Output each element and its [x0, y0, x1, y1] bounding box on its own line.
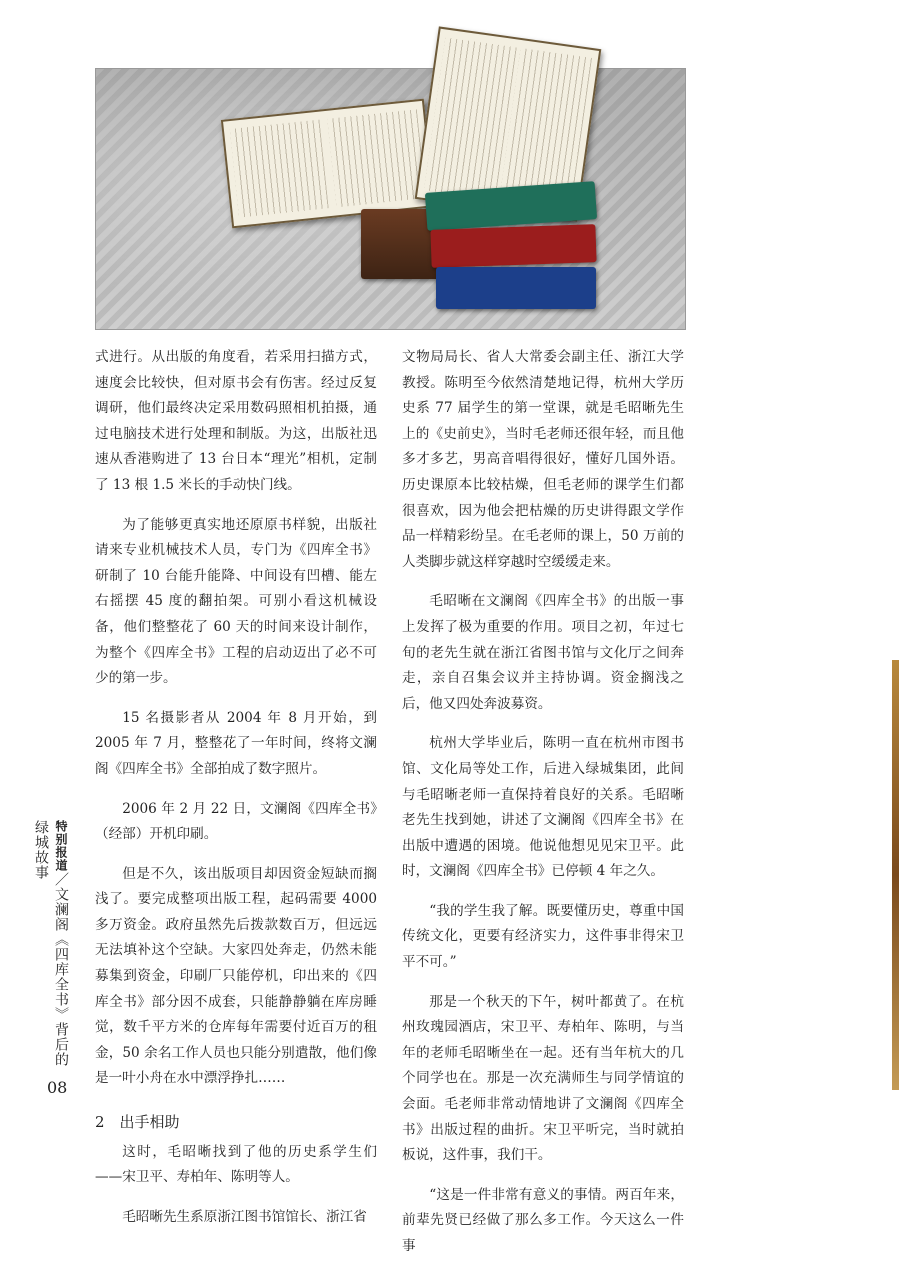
paragraph: 15 名摄影者从 2004 年 8 月开始，到 2005 年 7 月，整整花了一年时间，终将文澜阁《四库全书》全部拍成了数字照片。	[95, 709, 377, 777]
paragraph: 毛昭晰先生系原浙江图书馆馆长、浙江省	[122, 1208, 367, 1225]
paragraph: 式进行。从出版的角度看，若采用扫描方式，速度会比较快，但对原书会有伤害。经过反复调研，他们最终决定采用数码照相机拍摄，通过电脑技术进行处理和制版。为这，出版社迅速从香港购进了 13 台日本“理光”相机，定制了 13 根 1.5 米长的手动快门线。	[95, 349, 377, 493]
paragraph: “这是一件非常有意义的事情。两百年来，前辈先贤已经做了那么多工作。今天这么一件事	[402, 1186, 684, 1254]
separator: ／	[53, 872, 69, 887]
paragraph: 2006 年 2 月 22 日，文澜阁《四库全书》（经部）开机印刷。	[95, 800, 377, 843]
paragraph: 但是不久，该出版项目却因资金短缺而搁浅了。要完成整项出版工程，起码需要 4000 多万资金。政府虽然先后拨款数百万，但远远无法填补这个空缺。大家四处奔走，仍然未能募集到资金，印刷厂只能停机，印出来的《四库全书》部分因不成套，只能静静躺在库房睡觉，数千平方米的仓库每年需要付近百万的租金，50 余名工作人员也只能分别遣散，他们像是一叶小舟在水中漂浮挣扎……	[95, 865, 377, 1087]
book-stack-blue	[436, 267, 596, 309]
section-label: 特别报道	[54, 820, 68, 872]
article-title: 文澜阁《四库全书》背后的绿城故事	[33, 820, 69, 1067]
running-header-vertical	[33, 820, 71, 1070]
section-heading: 2 出手相助	[95, 1113, 180, 1132]
left-column	[95, 345, 377, 1244]
hero-illustration	[95, 68, 686, 330]
paragraph: 这时，毛昭晰找到了他的历史系学生们——宋卫平、寿柏年、陈明等人。	[95, 1143, 377, 1186]
paragraph: 那是一个秋天的下午，树叶都黄了。在杭州玫瑰园酒店，宋卫平、寿柏年、陈明，与当年的老师毛昭晰坐在一起。还有当年杭大的几个同学也在。那是一次充满师生与同学情谊的会面。毛老师非常动情地讲了文澜阁《四库全书》出版过程的曲折。宋卫平听完，当时就拍板说，这件事，我们干。	[402, 993, 684, 1164]
paragraph: “我的学生我了解。既要懂历史，尊重中国传统文化，更要有经济实力，这件事非得宋卫平不可。”	[402, 902, 684, 971]
page-number: 08	[47, 1078, 68, 1097]
paragraph: 杭州大学毕业后，陈明一直在杭州市图书馆、文化局等处工作，后进入绿城集团，此间与毛昭晰老师一直保持着良好的关系。毛昭晰老先生找到她，讲述了文澜阁《四库全书》在出版中遭遇的困境。他说他想见见宋卫平。此时，文澜阁《四库全书》已停顿 4 年之久。	[402, 735, 684, 880]
paragraph: 为了能够更真实地还原原书样貌，出版社请来专业机械技术人员，专门为《四库全书》研制了 10 台能升能降、中间设有凹槽、能左右摇摆 45 度的翻拍架。可别小看这机械设备，他们整整花了 60 天的时间来设计制作，为整个《四库全书》工程的启动迈出了必不可少的第一步。	[95, 516, 377, 687]
right-column	[402, 345, 684, 1274]
book-stack-red	[430, 224, 596, 268]
facing-page-edge	[892, 660, 899, 1090]
paragraph: 文物局局长、省人大常委会副主任、浙江大学教授。陈明至今依然清楚地记得，杭州大学历史系 77 届学生的第一堂课，就是毛昭晰先生上的《史前史》，当时毛老师还很年轻，而且他多才多艺，男高音唱得很好，懂好几国外语。历史课原本比较枯燥，但毛老师的课学生们都很喜欢，因为他会把枯燥的历史讲得跟文学作品一样精彩纷呈。在毛老师的课上，50 万前的人类脚步就这样穿越时空缓缓走来。	[402, 349, 684, 570]
paragraph: 毛昭晰在文澜阁《四库全书》的出版一事上发挥了极为重要的作用。项目之初，年过七旬的老先生就在浙江省图书馆与文化厅之间奔走，亲自召集会议并主持协调。资金搁浅之后，他又四处奔波募资。	[402, 593, 684, 712]
